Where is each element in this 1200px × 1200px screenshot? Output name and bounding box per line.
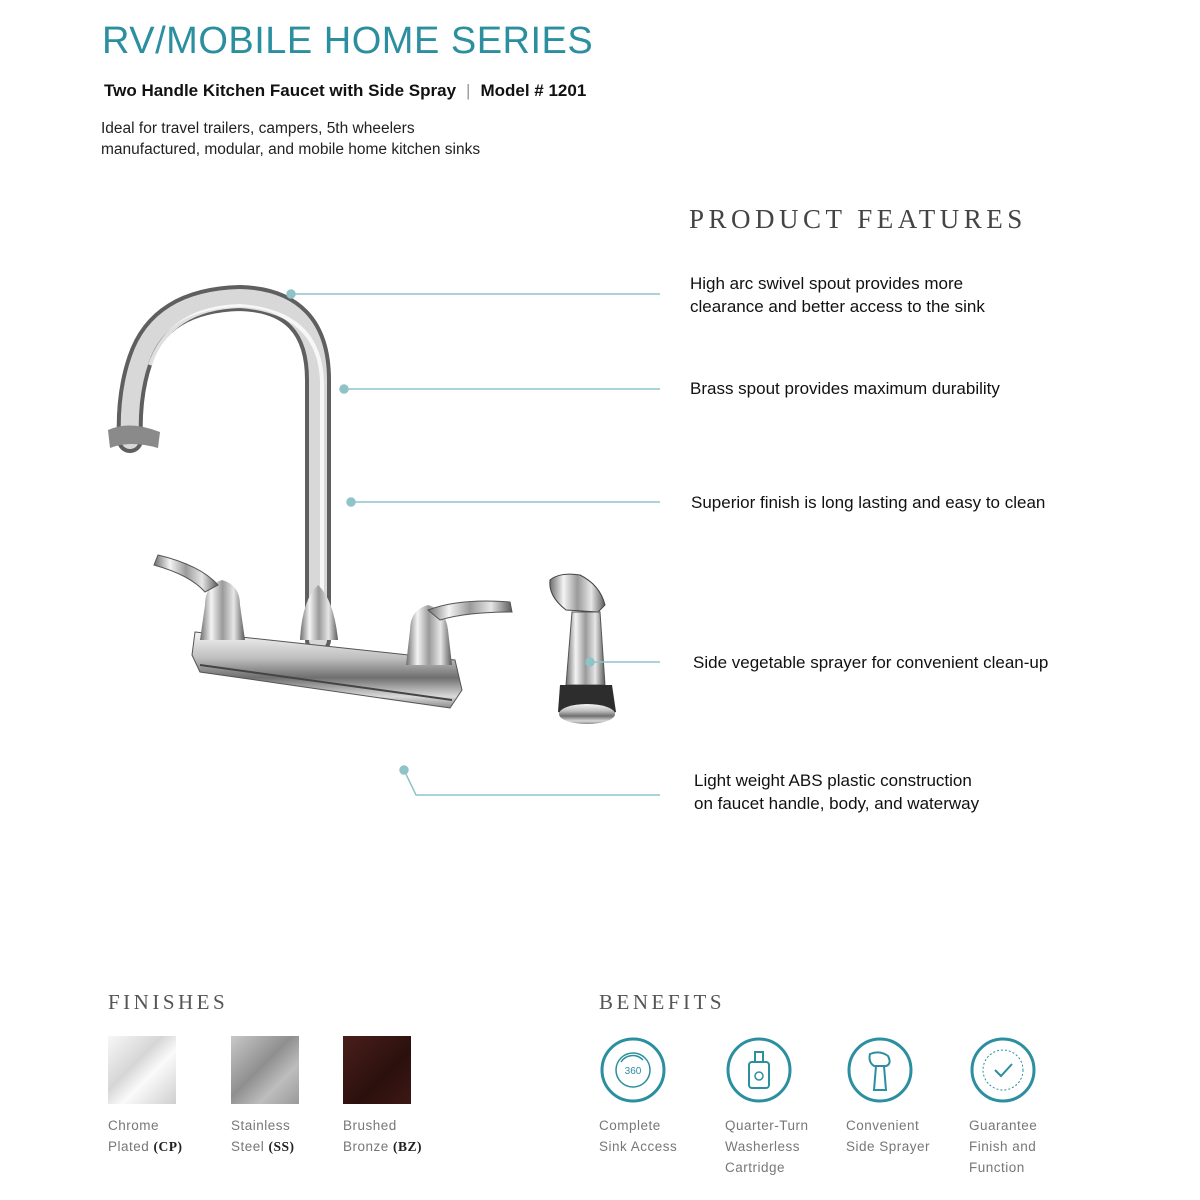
feature-swivel-spout [690,272,985,318]
model-number: Model # 1201 [480,81,587,100]
benefits-heading: BENEFITS [599,990,726,1014]
finishes-heading: FINISHES [108,990,229,1014]
feature-brass-spout [690,377,1000,400]
swatch-brushed-bronze [343,1036,411,1104]
feature-text: on faucet handle, body, and waterway [694,794,980,813]
feature-text: Light weight ABS plastic construction [694,771,972,790]
feature-text: High arc swivel spout provides more [690,274,964,293]
feature-superior-finish [691,491,1045,514]
page-title: RV/MOBILE HOME SERIES [102,20,594,62]
feature-text: Side vegetable sprayer for convenient clean-up [693,653,1049,672]
swatch-chrome-plated [108,1036,176,1104]
benefit-label-guarantee: Guarantee Finish and Function [969,1118,1038,1175]
icon-360-text: 360 [624,1066,642,1077]
feature-text: Brass spout provides maximum durability [690,379,1000,398]
swatch-label-bronze: Brushed Bronze (BZ) [343,1118,423,1154]
callout-line-5 [404,770,660,795]
guarantee-seal-icon [969,1036,1037,1104]
feature-text: clearance and better access to the sink [690,297,985,316]
feature-text: Superior finish is long lasting and easy to clean [691,493,1046,512]
intro-line-2: manufactured, modular, and mobile home kitchen sinks [101,141,481,158]
benefit-label-cartridge: Quarter-Turn Washerless Cartridge [725,1118,809,1175]
subtitle-separator: | [466,81,471,100]
benefit-label-sink-access: Complete Sink Access [599,1118,678,1154]
cartridge-icon [725,1036,793,1104]
swatch-label-chrome: Chrome Plated (CP) [108,1118,183,1154]
feature-abs-construction [694,769,979,815]
feature-side-sprayer [693,651,1048,674]
swatch-stainless-steel [231,1036,299,1104]
product-features-heading: PRODUCT FEATURES [689,204,1027,234]
product-name: Two Handle Kitchen Faucet with Side Spray [104,81,457,100]
rotation-360-icon [599,1036,667,1104]
intro-line-1: Ideal for travel trailers, campers, 5th wheelers [101,120,415,137]
swatch-label-stainless: Stainless Steel (SS) [231,1118,295,1154]
benefit-label-sprayer: Convenient Side Sprayer [846,1118,931,1154]
sprayer-icon [846,1036,914,1104]
